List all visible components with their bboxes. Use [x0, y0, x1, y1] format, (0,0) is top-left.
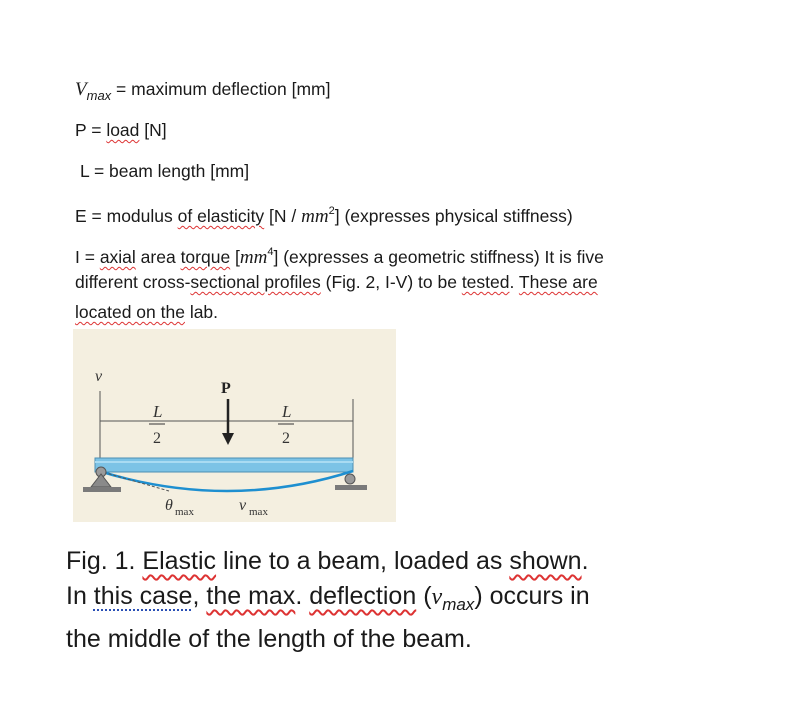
- v-max-label: v: [239, 497, 247, 514]
- beam: [95, 458, 353, 472]
- i-text-f: ] (expresses a geometric stiffness) It is five: [273, 247, 604, 267]
- e-text-c: [N /: [264, 206, 302, 226]
- i2-tested: tested: [461, 272, 510, 292]
- theta-max-sub: max: [175, 506, 194, 518]
- i2-profiles: sectional profiles: [190, 272, 321, 292]
- e-mm: mm: [301, 206, 329, 227]
- cap1-a: Fig. 1.: [66, 547, 143, 575]
- theta-max-label: θ: [165, 497, 173, 514]
- cap2-deflection: deflection: [309, 582, 417, 610]
- i2-these-are: These are: [518, 272, 598, 292]
- right-ground: [335, 485, 367, 490]
- i-torque: torque: [180, 247, 231, 267]
- load-arrow-head: [222, 433, 234, 445]
- cap2-e: .: [295, 582, 310, 610]
- cap3-text: the middle of the length of the beam.: [66, 625, 472, 653]
- i-sup: 4: [267, 246, 274, 258]
- cap1-c: line to a beam, loaded as: [216, 547, 510, 575]
- two-left: 2: [153, 430, 161, 447]
- elastic-line: [99, 471, 353, 491]
- e-text-a: E = modulus: [75, 206, 178, 226]
- figure-caption: [66, 544, 590, 657]
- vmax-text: = maximum deflection [mm]: [116, 79, 331, 99]
- cap1-shown: shown: [509, 547, 582, 575]
- def-i-3: [75, 301, 218, 323]
- cap2-g: (: [416, 582, 432, 610]
- cap2-v-sub: max: [442, 595, 475, 614]
- beam-diagram: [73, 329, 396, 522]
- i-axial: axial: [99, 247, 136, 267]
- def-e: [75, 200, 573, 228]
- cap2-this-case: this case: [93, 582, 193, 610]
- i3-lab: lab.: [184, 302, 219, 322]
- p-load-word: load: [106, 120, 140, 140]
- cap2-the-max: the max: [206, 582, 296, 610]
- i-text-a: I =: [75, 247, 100, 267]
- i-text-e: [: [230, 247, 240, 267]
- p-label: P: [221, 380, 231, 397]
- cap1-elastic: Elastic: [142, 547, 217, 575]
- e-elasticity: of elasticity: [177, 206, 265, 226]
- i-mm: mm: [239, 247, 268, 268]
- roller: [345, 474, 355, 484]
- e-sup: 2: [328, 205, 335, 217]
- cap2-a: In: [66, 582, 94, 610]
- two-right: 2: [282, 430, 290, 447]
- left-ground: [83, 487, 121, 492]
- def-i-2: [75, 271, 598, 293]
- beam-figure: [73, 329, 396, 522]
- vmax-subscript: max: [86, 88, 112, 103]
- e-text-d: ] (expresses physical stiffness): [334, 206, 573, 226]
- cap2-h: ) occurs in: [474, 582, 590, 610]
- v-max-sub: max: [249, 506, 268, 518]
- vmax-symbol: V: [75, 79, 87, 100]
- def-vmax: [75, 78, 330, 107]
- cap1-e: .: [581, 547, 589, 575]
- p-text-c: [N]: [139, 120, 167, 140]
- l-left: L: [153, 402, 163, 421]
- caption-line-1: [66, 544, 590, 579]
- caption-line-3: [66, 622, 590, 657]
- v-axis-label: v: [95, 368, 103, 385]
- cap2-c: ,: [192, 582, 207, 610]
- caption-line-2: [66, 579, 590, 622]
- def-p: [75, 119, 167, 141]
- l-right: L: [282, 402, 292, 421]
- i2-a: different cross-: [75, 272, 191, 292]
- pin-support: [91, 474, 111, 487]
- i3-located: located on the: [75, 302, 185, 322]
- i2-e: .: [509, 272, 519, 292]
- l-text: L = beam length [mm]: [80, 161, 250, 181]
- p-text-a: P =: [75, 120, 107, 140]
- def-l: [80, 160, 249, 182]
- i2-c: (Fig. 2, I-V) to be: [320, 272, 462, 292]
- def-i-1: [75, 241, 604, 269]
- i-text-c: area: [135, 247, 181, 267]
- cap2-v-symbol: v: [431, 584, 443, 610]
